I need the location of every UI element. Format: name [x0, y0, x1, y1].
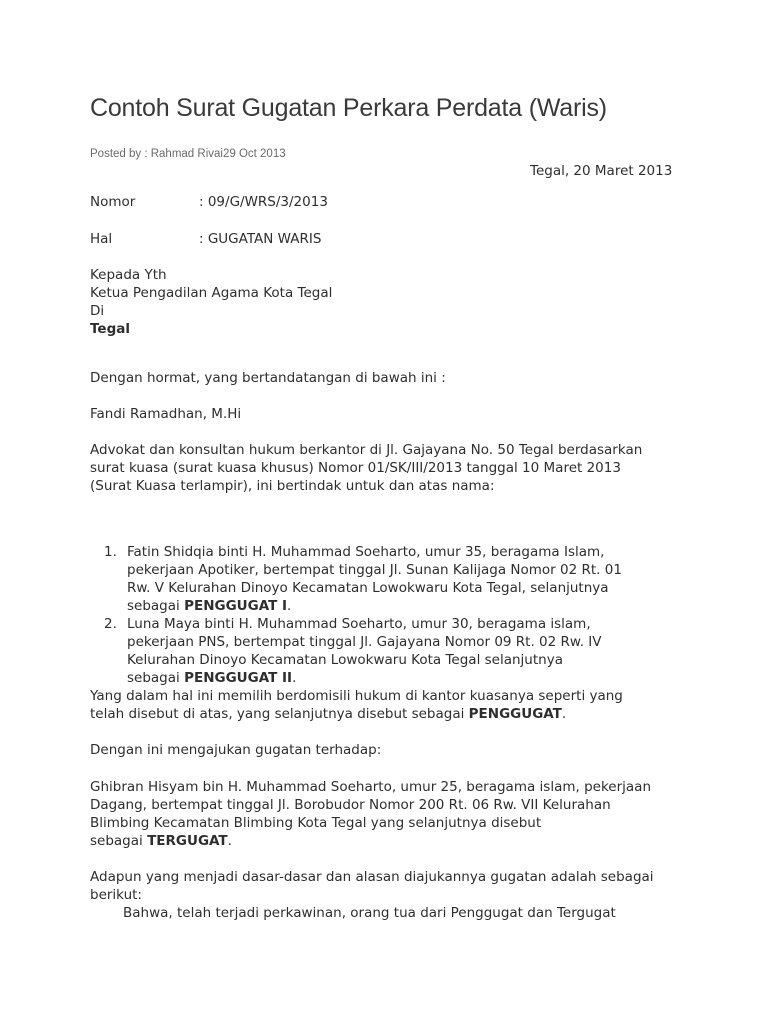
reasons-line: Adapun yang menjadi dasar-dasar dan alasan diajukannya gugatan adalah sebagai — [90, 869, 654, 885]
list-line: Luna Maya binti H. Muhammad Soeharto, umur 30, beragama islam, — [127, 616, 591, 632]
signer-name: Fandi Ramadhan, M.Hi — [90, 406, 242, 422]
list-line-last — [127, 597, 291, 615]
party-label: PENGGUGAT — [468, 706, 562, 722]
list-line: pekerjaan PNS, bertempat tinggal Jl. Gajayana Nomor 09 Rt. 02 Rw. IV — [127, 634, 602, 650]
defendant-line: Blimbing Kecamatan Blimbing Kota Tegal yang selanjutnya disebut — [90, 815, 542, 831]
text-suffix: . — [287, 598, 292, 614]
address-line: Kepada Yth — [90, 267, 167, 283]
against-line: Dengan ini mengajukan gugatan terhadap: — [90, 742, 382, 758]
text-prefix: telah disebut di atas, yang selanjutnya disebut sebagai — [90, 706, 469, 722]
address-line: Di — [90, 303, 105, 319]
posted-by: Posted by : Rahmad Rivai29 Oct 2013 — [90, 148, 286, 160]
list-number: 2. — [104, 616, 117, 632]
reasons-line: berikut: — [90, 887, 142, 903]
domicile-line: Yang dalam hal ini memilih berdomisili hukum di kantor kuasanya seperti yang — [90, 688, 623, 704]
greeting: Dengan hormat, yang bertandatangan di bawah ini : — [90, 370, 446, 386]
text-suffix: . — [227, 833, 232, 849]
advokat-line: Advokat dan konsultan hukum berkantor di Jl. Gajayana No. 50 Tegal berdasarkan — [90, 442, 643, 458]
party-label: PENGGUGAT I — [184, 598, 288, 614]
defendant-line-last — [90, 832, 232, 850]
nomor-value: : 09/G/WRS/3/2013 — [199, 194, 328, 210]
list-line: pekerjaan Apotiker, bertempat tinggal Jl. Sunan Kalijaga Nomor 02 Rt. 01 — [127, 562, 622, 578]
advokat-line: (Surat Kuasa terlampir), ini bertindak untuk dan atas nama: — [90, 478, 495, 494]
advokat-line: surat kuasa (surat kuasa khusus) Nomor 01/SK/III/2013 tanggal 10 Maret 2013 — [90, 460, 621, 476]
list-line-last — [127, 669, 296, 687]
text-prefix: sebagai — [90, 833, 148, 849]
reason-first: Bahwa, telah terjadi perkawinan, orang tua dari Penggugat dan Tergugat — [123, 905, 616, 921]
place-date: Tegal, 20 Maret 2013 — [530, 163, 673, 179]
defendant-line: Dagang, bertempat tinggal Jl. Borobudor Nomor 200 Rt. 06 Rw. VII Kelurahan — [90, 797, 611, 813]
list-line: Rw. V Kelurahan Dinoyo Kecamatan Lowokwaru Kota Tegal, selanjutnya — [127, 580, 609, 596]
list-number: 1. — [104, 544, 117, 560]
text-suffix: . — [561, 706, 567, 722]
document-title: Contoh Surat Gugatan Perkara Perdata (Waris) — [90, 94, 607, 122]
hal-label: Hal — [90, 231, 113, 247]
nomor-label: Nomor — [90, 194, 136, 210]
text-suffix: . — [292, 670, 297, 686]
list-line: Kelurahan Dinoyo Kecamatan Lowokwaru Kota Tegal selanjutnya — [127, 652, 563, 668]
defendant-line: Ghibran Hisyam bin H. Muhammad Soeharto, umur 25, beragama islam, pekerjaan — [90, 779, 652, 795]
list-line: Fatin Shidqia binti H. Muhammad Soeharto, umur 35, beragama Islam, — [127, 544, 605, 560]
address-city: Tegal — [90, 321, 130, 337]
party-label: PENGGUGAT II — [184, 670, 293, 686]
party-label: TERGUGAT — [147, 833, 228, 849]
hal-value: : GUGATAN WARIS — [199, 231, 322, 247]
domicile-line — [90, 705, 566, 723]
address-line: Ketua Pengadilan Agama Kota Tegal — [90, 285, 333, 301]
text-prefix: sebagai — [127, 670, 185, 686]
text-prefix: sebagai — [127, 598, 185, 614]
